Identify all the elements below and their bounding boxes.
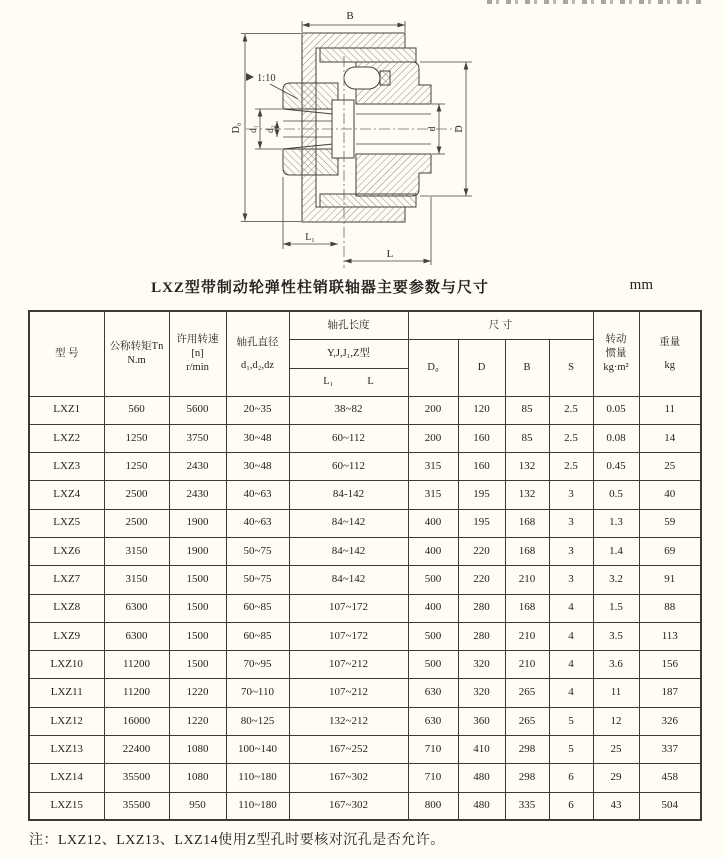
header-bore-length-l1-l bbox=[289, 368, 408, 396]
table-cell: 110~180 bbox=[226, 792, 289, 820]
table-cell: LXZ14 bbox=[29, 764, 104, 792]
footnote: 注：LXZ12、LXZ13、LXZ14使用Z型孔时要核对沉孔是否允许。 bbox=[29, 833, 445, 848]
table-cell: 5 bbox=[549, 736, 593, 764]
table-cell: 3150 bbox=[104, 566, 169, 594]
table-cell: 1080 bbox=[169, 764, 226, 792]
table-cell: 11200 bbox=[104, 679, 169, 707]
table-cell: 1900 bbox=[169, 509, 226, 537]
table-wrapper bbox=[28, 310, 702, 821]
header-inertia-line2: 惯量 bbox=[605, 348, 627, 360]
table-cell: 84~142 bbox=[289, 509, 408, 537]
table-cell: 20~35 bbox=[226, 396, 289, 424]
table-cell: 160 bbox=[458, 453, 505, 481]
table-cell: 91 bbox=[639, 566, 701, 594]
table-row bbox=[29, 509, 701, 537]
table-cell: 195 bbox=[458, 481, 505, 509]
table-cell: 113 bbox=[639, 622, 701, 650]
table-cell: 84~142 bbox=[289, 566, 408, 594]
table-cell: 80~125 bbox=[226, 707, 289, 735]
table-cell: 16000 bbox=[104, 707, 169, 735]
table-cell: 0.5 bbox=[593, 481, 639, 509]
header-dim-d: D bbox=[458, 339, 505, 396]
table-cell: 30~48 bbox=[226, 424, 289, 452]
table-cell: 1250 bbox=[104, 453, 169, 481]
dim-label-l1: L₁ bbox=[305, 232, 315, 243]
table-cell: 710 bbox=[408, 736, 458, 764]
table-cell: 14 bbox=[639, 424, 701, 452]
table-cell: 315 bbox=[408, 481, 458, 509]
table-cell: 400 bbox=[408, 509, 458, 537]
table-cell: 29 bbox=[593, 764, 639, 792]
table-cell: 60~112 bbox=[289, 453, 408, 481]
table-cell: LXZ13 bbox=[29, 736, 104, 764]
table-cell: 400 bbox=[408, 594, 458, 622]
table-cell: LXZ4 bbox=[29, 481, 104, 509]
table-cell: 337 bbox=[639, 736, 701, 764]
table-cell: 132~212 bbox=[289, 707, 408, 735]
header-l: L bbox=[367, 376, 374, 388]
header-bore-diameter-line2: d₁,d₂,dz bbox=[241, 359, 274, 371]
table-cell: 38~82 bbox=[289, 396, 408, 424]
unit-label: mm bbox=[629, 277, 653, 293]
table-cell: LXZ6 bbox=[29, 537, 104, 565]
table-cell: 107~212 bbox=[289, 651, 408, 679]
header-torque bbox=[104, 311, 169, 396]
left-hub-upper bbox=[283, 83, 338, 109]
page-title: LXZ型带制动轮弹性柱销联轴器主要参数与尺寸 bbox=[151, 280, 489, 296]
table-cell: 2430 bbox=[169, 453, 226, 481]
table-cell: 1500 bbox=[169, 594, 226, 622]
joint-band-top bbox=[320, 48, 416, 62]
table-cell: 2.5 bbox=[549, 424, 593, 452]
header-model: 型 号 bbox=[29, 311, 104, 396]
table-cell: 156 bbox=[639, 651, 701, 679]
table-cell: 500 bbox=[408, 622, 458, 650]
table-row bbox=[29, 396, 701, 424]
table-cell: 11200 bbox=[104, 651, 169, 679]
table-cell: LXZ1 bbox=[29, 396, 104, 424]
table-cell: 3 bbox=[549, 509, 593, 537]
table-cell: 11 bbox=[593, 679, 639, 707]
table-cell: 0.45 bbox=[593, 453, 639, 481]
table-cell: 40~63 bbox=[226, 509, 289, 537]
table-cell: 12 bbox=[593, 707, 639, 735]
table-cell: 4 bbox=[549, 622, 593, 650]
table-cell: 85 bbox=[505, 424, 549, 452]
table-cell: 35500 bbox=[104, 764, 169, 792]
table-row bbox=[29, 537, 701, 565]
table-cell: 5600 bbox=[169, 396, 226, 424]
table-cell: 1.5 bbox=[593, 594, 639, 622]
table-row bbox=[29, 707, 701, 735]
header-torque-line2: N.m bbox=[127, 355, 146, 367]
table-row bbox=[29, 622, 701, 650]
table-cell: 210 bbox=[505, 566, 549, 594]
table-cell: 1220 bbox=[169, 679, 226, 707]
table-cell: 60~85 bbox=[226, 622, 289, 650]
table-row bbox=[29, 566, 701, 594]
table-cell: 88 bbox=[639, 594, 701, 622]
table-cell: 1220 bbox=[169, 707, 226, 735]
header-inertia-line3: kg·m² bbox=[603, 362, 629, 374]
table-cell: 4 bbox=[549, 651, 593, 679]
dim-label-d1: d₁ bbox=[248, 125, 258, 133]
table-header bbox=[29, 311, 701, 396]
table-cell: 3 bbox=[549, 566, 593, 594]
table-cell: 410 bbox=[458, 736, 505, 764]
table-cell: 210 bbox=[505, 622, 549, 650]
table-cell: 320 bbox=[458, 651, 505, 679]
header-bore-length-types: Y,J,J₁,Z型 bbox=[289, 339, 408, 368]
table-cell: 4 bbox=[549, 679, 593, 707]
table-cell: 480 bbox=[458, 792, 505, 820]
header-dim-b: B bbox=[505, 339, 549, 396]
table-row bbox=[29, 453, 701, 481]
table-cell: 132 bbox=[505, 481, 549, 509]
table-cell: 2.5 bbox=[549, 396, 593, 424]
table-cell: 107~172 bbox=[289, 622, 408, 650]
table-cell: 84-142 bbox=[289, 481, 408, 509]
table-cell: 360 bbox=[458, 707, 505, 735]
table-cell: 1080 bbox=[169, 736, 226, 764]
table-row bbox=[29, 651, 701, 679]
table-cell: 3.6 bbox=[593, 651, 639, 679]
table-cell: 2430 bbox=[169, 481, 226, 509]
table-cell: 2.5 bbox=[549, 453, 593, 481]
table-cell: 3.2 bbox=[593, 566, 639, 594]
table-cell: 2500 bbox=[104, 481, 169, 509]
table-cell: 85 bbox=[505, 396, 549, 424]
table-cell: LXZ7 bbox=[29, 566, 104, 594]
table-cell: 1500 bbox=[169, 622, 226, 650]
header-l1: L₁ bbox=[323, 376, 334, 388]
table-cell: 11 bbox=[639, 396, 701, 424]
table-cell: 3750 bbox=[169, 424, 226, 452]
table-cell: 560 bbox=[104, 396, 169, 424]
table-cell: 1500 bbox=[169, 566, 226, 594]
header-torque-line1: 公称转矩Tn bbox=[109, 341, 164, 353]
header-bore-diameter bbox=[226, 311, 289, 396]
table-cell: 100~140 bbox=[226, 736, 289, 764]
table-cell: 168 bbox=[505, 537, 549, 565]
table-cell: 30~48 bbox=[226, 453, 289, 481]
table-cell: 107~212 bbox=[289, 679, 408, 707]
table-cell: 132 bbox=[505, 453, 549, 481]
table-row bbox=[29, 736, 701, 764]
table-cell: 195 bbox=[458, 509, 505, 537]
table-row bbox=[29, 594, 701, 622]
table-cell: LXZ2 bbox=[29, 424, 104, 452]
taper-label: 1:10 bbox=[257, 73, 276, 84]
table-cell: 280 bbox=[458, 594, 505, 622]
table-cell: 200 bbox=[408, 396, 458, 424]
table-cell: 1.4 bbox=[593, 537, 639, 565]
header-weight bbox=[639, 311, 701, 396]
dim-label-l: L bbox=[386, 248, 394, 260]
header-inertia bbox=[593, 311, 639, 396]
table-cell: 800 bbox=[408, 792, 458, 820]
table-cell: 3.5 bbox=[593, 622, 639, 650]
table-cell: 630 bbox=[408, 679, 458, 707]
table-row bbox=[29, 481, 701, 509]
header-dimensions: 尺 寸 bbox=[408, 311, 593, 339]
table-cell: 1.3 bbox=[593, 509, 639, 537]
table-cell: 458 bbox=[639, 764, 701, 792]
elastic-pin bbox=[344, 67, 380, 89]
header-weight-line2: kg bbox=[664, 359, 675, 371]
table-cell: 6300 bbox=[104, 622, 169, 650]
table-cell: 69 bbox=[639, 537, 701, 565]
table-cell: 3 bbox=[549, 537, 593, 565]
dim-label-d2: d₂ bbox=[265, 125, 275, 133]
header-dim-d0: D₀ bbox=[408, 339, 458, 396]
coupling-section bbox=[283, 33, 431, 222]
table-cell: 1250 bbox=[104, 424, 169, 452]
table-cell: 265 bbox=[505, 679, 549, 707]
technical-drawing bbox=[0, 0, 725, 272]
taper-symbol bbox=[246, 73, 254, 81]
dim-label-d: d bbox=[427, 126, 438, 132]
table-cell: 210 bbox=[505, 651, 549, 679]
table-cell: 0.05 bbox=[593, 396, 639, 424]
table-cell: 3 bbox=[549, 481, 593, 509]
table-cell: 400 bbox=[408, 537, 458, 565]
right-hub-lower bbox=[356, 154, 431, 196]
table-cell: 167~302 bbox=[289, 792, 408, 820]
table-cell: 187 bbox=[639, 679, 701, 707]
table-body bbox=[29, 396, 701, 820]
left-hub-lower bbox=[283, 149, 338, 175]
table-cell: LXZ15 bbox=[29, 792, 104, 820]
table-cell: 1500 bbox=[169, 651, 226, 679]
table-cell: 6300 bbox=[104, 594, 169, 622]
table-cell: 320 bbox=[458, 679, 505, 707]
table-cell: 3150 bbox=[104, 537, 169, 565]
table-cell: 630 bbox=[408, 707, 458, 735]
table-cell: 500 bbox=[408, 566, 458, 594]
table-cell: 950 bbox=[169, 792, 226, 820]
table-cell: 500 bbox=[408, 651, 458, 679]
table-cell: 50~75 bbox=[226, 566, 289, 594]
table-cell: 22400 bbox=[104, 736, 169, 764]
dim-label-D: D bbox=[454, 125, 465, 133]
table-cell: LXZ11 bbox=[29, 679, 104, 707]
header-bore-diameter-line1: 轴孔直径 bbox=[236, 336, 279, 348]
table-cell: 326 bbox=[639, 707, 701, 735]
pin-retainer bbox=[380, 71, 390, 85]
table-cell: 70~110 bbox=[226, 679, 289, 707]
table-cell: 43 bbox=[593, 792, 639, 820]
header-speed-line2: [n] bbox=[191, 348, 204, 360]
table-cell: LXZ12 bbox=[29, 707, 104, 735]
table-cell: 220 bbox=[458, 537, 505, 565]
table-cell: 40 bbox=[639, 481, 701, 509]
table-row bbox=[29, 424, 701, 452]
header-speed-line1: 许用转速 bbox=[176, 334, 219, 346]
header-inertia-line1: 转动 bbox=[605, 334, 627, 346]
table-cell: 160 bbox=[458, 424, 505, 452]
table-cell: 298 bbox=[505, 736, 549, 764]
table-cell: 168 bbox=[505, 509, 549, 537]
table-row bbox=[29, 679, 701, 707]
table-cell: LXZ9 bbox=[29, 622, 104, 650]
table-cell: 480 bbox=[458, 764, 505, 792]
table-cell: LXZ10 bbox=[29, 651, 104, 679]
dim-label-d0: D₀ bbox=[231, 122, 242, 134]
table-cell: LXZ3 bbox=[29, 453, 104, 481]
table-cell: 50~75 bbox=[226, 537, 289, 565]
table-cell: 1900 bbox=[169, 537, 226, 565]
header-dim-s: S bbox=[549, 339, 593, 396]
table-cell: 200 bbox=[408, 424, 458, 452]
header-bore-length: 轴孔长度 bbox=[289, 311, 408, 339]
table-cell: 167~252 bbox=[289, 736, 408, 764]
header-speed-line3: r/min bbox=[186, 362, 209, 374]
table-cell: 2500 bbox=[104, 509, 169, 537]
table-cell: 710 bbox=[408, 764, 458, 792]
table-cell: 84~142 bbox=[289, 537, 408, 565]
table-cell: 70~95 bbox=[226, 651, 289, 679]
table-cell: 168 bbox=[505, 594, 549, 622]
table-cell: 167~302 bbox=[289, 764, 408, 792]
title-bar bbox=[0, 276, 725, 298]
table-cell: 40~63 bbox=[226, 481, 289, 509]
table-cell: 0.08 bbox=[593, 424, 639, 452]
table-cell: 59 bbox=[639, 509, 701, 537]
table-cell: 315 bbox=[408, 453, 458, 481]
table-cell: 280 bbox=[458, 622, 505, 650]
table-cell: 120 bbox=[458, 396, 505, 424]
table-cell: 298 bbox=[505, 764, 549, 792]
table-cell: 220 bbox=[458, 566, 505, 594]
table-row bbox=[29, 764, 701, 792]
table-cell: 25 bbox=[593, 736, 639, 764]
header-weight-line1: 重量 bbox=[659, 336, 681, 348]
table-cell: 6 bbox=[549, 764, 593, 792]
table-cell: 60~85 bbox=[226, 594, 289, 622]
table-cell: 107~172 bbox=[289, 594, 408, 622]
table-cell: 6 bbox=[549, 792, 593, 820]
table-cell: 35500 bbox=[104, 792, 169, 820]
table-cell: LXZ8 bbox=[29, 594, 104, 622]
table-cell: 265 bbox=[505, 707, 549, 735]
table-cell: 25 bbox=[639, 453, 701, 481]
dim-label-b: B bbox=[346, 10, 354, 22]
table-row bbox=[29, 792, 701, 820]
table-cell: 5 bbox=[549, 707, 593, 735]
parameters-table bbox=[28, 310, 702, 821]
header-speed bbox=[169, 311, 226, 396]
table-cell: 4 bbox=[549, 594, 593, 622]
table-cell: 60~112 bbox=[289, 424, 408, 452]
table-cell: 504 bbox=[639, 792, 701, 820]
table-cell: 110~180 bbox=[226, 764, 289, 792]
table-cell: LXZ5 bbox=[29, 509, 104, 537]
table-cell: 335 bbox=[505, 792, 549, 820]
